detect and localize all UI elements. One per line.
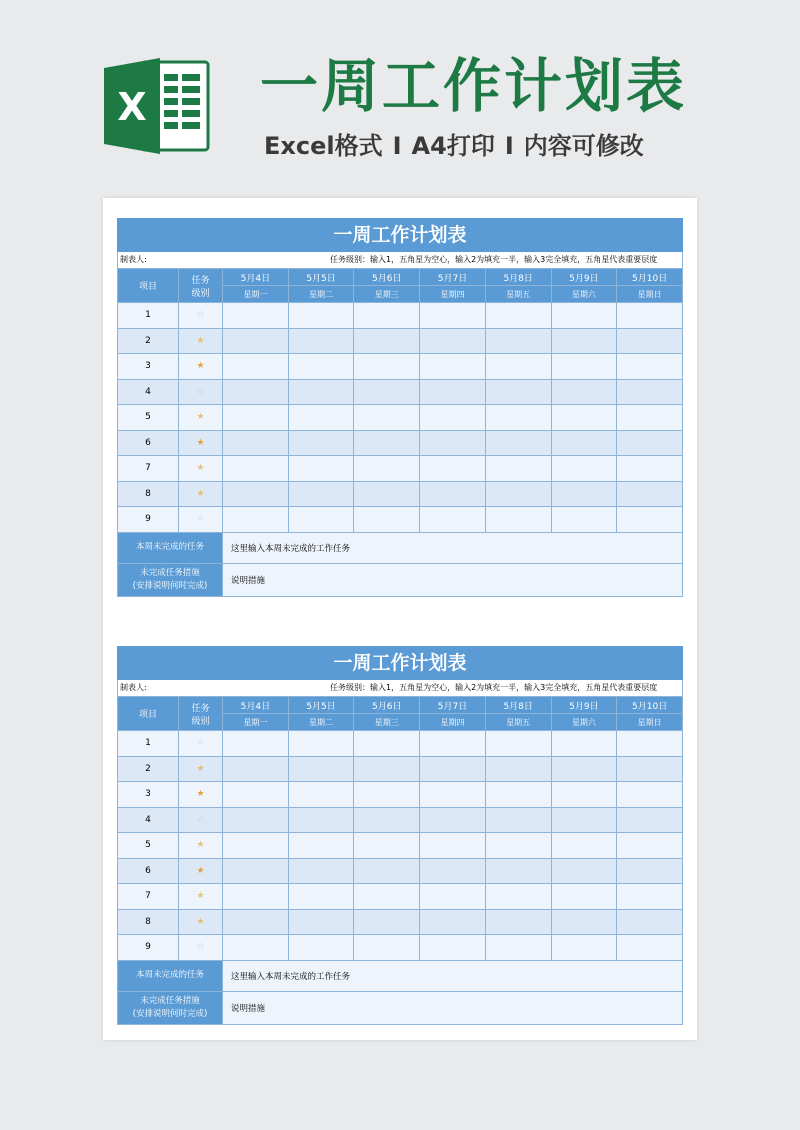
task-cell[interactable]	[223, 782, 289, 808]
level-star-icon[interactable]	[179, 884, 223, 910]
level-star-icon[interactable]	[179, 481, 223, 507]
task-cell[interactable]	[354, 935, 420, 961]
task-cell[interactable]	[288, 909, 354, 935]
task-cell[interactable]	[617, 782, 683, 808]
weekday-header: 星期二	[288, 286, 354, 303]
task-cell[interactable]	[288, 756, 354, 782]
task-cell[interactable]	[420, 430, 486, 456]
row-number: 1	[118, 731, 179, 757]
star-icon: ★	[196, 437, 205, 448]
task-cell[interactable]	[223, 430, 289, 456]
weekday-header: 星期三	[354, 286, 420, 303]
task-cell[interactable]	[420, 807, 486, 833]
task-cell[interactable]	[354, 430, 420, 456]
subtitle-separator: I	[504, 132, 514, 160]
task-cell[interactable]	[288, 782, 354, 808]
task-cell[interactable]	[223, 909, 289, 935]
task-cell[interactable]	[420, 303, 486, 329]
task-cell[interactable]	[551, 405, 617, 431]
task-cell[interactable]	[485, 328, 551, 354]
row-number: 2	[118, 756, 179, 782]
plan-sheet	[117, 646, 683, 1025]
task-cell[interactable]	[223, 858, 289, 884]
task-cell[interactable]	[223, 884, 289, 910]
table-row	[118, 507, 683, 533]
task-cell[interactable]	[485, 807, 551, 833]
level-star-icon[interactable]	[179, 731, 223, 757]
row-number: 6	[118, 858, 179, 884]
row-number: 4	[118, 379, 179, 405]
task-cell[interactable]	[354, 328, 420, 354]
unfinished-label: 本周未完成的任务	[118, 532, 223, 563]
task-cell[interactable]	[617, 354, 683, 380]
star-icon: ★	[196, 916, 205, 927]
star-icon: ★	[196, 488, 205, 499]
table-row	[118, 405, 683, 431]
table-row	[118, 782, 683, 808]
task-cell[interactable]	[617, 807, 683, 833]
table-row	[118, 456, 683, 482]
task-cell[interactable]	[420, 833, 486, 859]
task-cell[interactable]	[354, 858, 420, 884]
task-cell[interactable]	[223, 328, 289, 354]
task-cell[interactable]	[354, 807, 420, 833]
weekday-header: 星期六	[551, 714, 617, 731]
task-cell[interactable]	[485, 405, 551, 431]
star-icon: ☆	[196, 814, 205, 825]
task-cell[interactable]	[288, 481, 354, 507]
task-cell[interactable]	[551, 756, 617, 782]
level-note: 任务级别：输入1，五角星为空心，输入2为填充一半，输入3完全填充，五角星代表重要层度	[330, 683, 658, 692]
table-row	[118, 354, 683, 380]
task-cell[interactable]	[288, 507, 354, 533]
task-cell[interactable]	[420, 354, 486, 380]
task-cell[interactable]	[485, 858, 551, 884]
task-cell[interactable]	[288, 405, 354, 431]
task-cell[interactable]	[223, 507, 289, 533]
task-cell[interactable]	[420, 935, 486, 961]
date-header: 5月6日	[354, 269, 420, 286]
level-star-icon[interactable]	[179, 833, 223, 859]
table-row	[118, 379, 683, 405]
header-item: 项目	[118, 269, 179, 303]
task-cell[interactable]	[617, 935, 683, 961]
task-cell[interactable]	[617, 833, 683, 859]
measures-label: 未完成任务措施 (安排说明何时完成)	[118, 563, 223, 596]
task-cell[interactable]	[223, 456, 289, 482]
page-subtitle	[264, 126, 644, 161]
task-cell[interactable]	[354, 507, 420, 533]
task-cell[interactable]	[617, 379, 683, 405]
task-cell[interactable]	[551, 731, 617, 757]
subtitle-editable: 内容可修改	[523, 132, 644, 160]
row-number: 3	[118, 354, 179, 380]
unfinished-label: 本周未完成的任务	[118, 960, 223, 991]
task-cell[interactable]	[551, 884, 617, 910]
level-star-icon[interactable]	[179, 379, 223, 405]
row-number: 7	[118, 884, 179, 910]
level-star-icon[interactable]	[179, 405, 223, 431]
task-cell[interactable]	[551, 507, 617, 533]
task-cell[interactable]	[485, 833, 551, 859]
date-header: 5月7日	[420, 697, 486, 714]
row-number: 5	[118, 833, 179, 859]
task-cell[interactable]	[485, 731, 551, 757]
task-cell[interactable]	[485, 481, 551, 507]
star-icon: ★	[196, 463, 205, 474]
task-cell[interactable]	[288, 430, 354, 456]
measures-field[interactable]: 说明措施	[223, 991, 683, 1024]
task-cell[interactable]	[288, 833, 354, 859]
task-cell[interactable]	[551, 354, 617, 380]
star-icon: ☆	[196, 310, 205, 321]
row-number: 2	[118, 328, 179, 354]
task-cell[interactable]	[485, 354, 551, 380]
star-icon: ★	[196, 361, 205, 372]
task-cell[interactable]	[223, 303, 289, 329]
task-cell[interactable]	[617, 731, 683, 757]
weekday-header: 星期四	[420, 286, 486, 303]
star-icon: ☆	[196, 738, 205, 749]
task-cell[interactable]	[223, 379, 289, 405]
star-icon: ☆	[196, 514, 205, 525]
task-cell[interactable]	[485, 456, 551, 482]
task-cell[interactable]	[551, 430, 617, 456]
task-cell[interactable]	[420, 756, 486, 782]
task-cell[interactable]	[551, 456, 617, 482]
task-cell[interactable]	[354, 909, 420, 935]
table-row	[118, 430, 683, 456]
date-header: 5月5日	[288, 269, 354, 286]
task-cell[interactable]	[551, 379, 617, 405]
level-star-icon[interactable]	[179, 756, 223, 782]
task-cell[interactable]	[617, 507, 683, 533]
level-note: 任务级别：输入1，五角星为空心，输入2为填充一半，输入3完全填充，五角星代表重要层度	[330, 255, 658, 264]
star-icon: ★	[196, 865, 205, 876]
level-star-icon[interactable]	[179, 430, 223, 456]
task-cell[interactable]	[420, 909, 486, 935]
task-cell[interactable]	[420, 328, 486, 354]
level-star-icon[interactable]	[179, 782, 223, 808]
task-cell[interactable]	[551, 328, 617, 354]
table-row	[118, 303, 683, 329]
star-icon: ☆	[196, 942, 205, 953]
date-header: 5月9日	[551, 697, 617, 714]
weekday-header: 星期三	[354, 714, 420, 731]
weekday-header: 星期一	[223, 286, 289, 303]
level-star-icon[interactable]	[179, 909, 223, 935]
task-cell[interactable]	[485, 884, 551, 910]
level-star-icon[interactable]	[179, 507, 223, 533]
unfinished-field[interactable]: 这里输入本周未完成的工作任务	[223, 960, 683, 991]
sheet-title: 一周工作计划表	[117, 218, 683, 252]
task-cell[interactable]	[288, 303, 354, 329]
task-cell[interactable]	[288, 379, 354, 405]
task-cell[interactable]	[420, 782, 486, 808]
task-cell[interactable]	[485, 756, 551, 782]
subtitle-format: Excel格式	[264, 132, 383, 160]
task-cell[interactable]	[485, 430, 551, 456]
table-row	[118, 328, 683, 354]
level-star-icon[interactable]	[179, 456, 223, 482]
level-star-icon[interactable]	[179, 303, 223, 329]
task-cell[interactable]	[420, 379, 486, 405]
document-page	[103, 198, 697, 1040]
task-cell[interactable]	[288, 328, 354, 354]
task-cell[interactable]	[288, 807, 354, 833]
task-cell[interactable]	[485, 909, 551, 935]
measures-label: 未完成任务措施 (安排说明何时完成)	[118, 991, 223, 1024]
table-row	[118, 909, 683, 935]
svg-text:X: X	[117, 85, 147, 129]
task-cell[interactable]	[617, 884, 683, 910]
task-cell[interactable]	[617, 405, 683, 431]
star-icon: ★	[196, 763, 205, 774]
weekday-header: 星期四	[420, 714, 486, 731]
task-cell[interactable]	[288, 884, 354, 910]
task-cell[interactable]	[551, 909, 617, 935]
star-icon: ★	[196, 335, 205, 346]
star-icon: ☆	[196, 386, 205, 397]
measures-field[interactable]: 说明措施	[223, 563, 683, 596]
task-cell[interactable]	[420, 507, 486, 533]
date-header: 5月10日	[617, 269, 683, 286]
task-cell[interactable]	[420, 731, 486, 757]
task-cell[interactable]	[354, 782, 420, 808]
page-header	[0, 0, 800, 195]
date-header: 5月4日	[223, 697, 289, 714]
unfinished-field[interactable]: 这里输入本周未完成的工作任务	[223, 532, 683, 563]
table-row	[118, 833, 683, 859]
task-cell[interactable]	[551, 833, 617, 859]
task-cell[interactable]	[420, 858, 486, 884]
task-cell[interactable]	[223, 833, 289, 859]
task-cell[interactable]	[485, 303, 551, 329]
task-cell[interactable]	[223, 405, 289, 431]
weekday-header: 星期日	[617, 714, 683, 731]
plan-table	[117, 268, 683, 597]
task-cell[interactable]	[617, 909, 683, 935]
level-star-icon[interactable]	[179, 354, 223, 380]
weekday-header: 星期日	[617, 286, 683, 303]
task-cell[interactable]	[617, 303, 683, 329]
task-cell[interactable]	[551, 481, 617, 507]
task-cell[interactable]	[223, 935, 289, 961]
weekday-header: 星期五	[485, 286, 551, 303]
task-cell[interactable]	[354, 884, 420, 910]
date-header: 5月8日	[485, 697, 551, 714]
task-cell[interactable]	[420, 405, 486, 431]
star-icon: ★	[196, 840, 205, 851]
date-header: 5月9日	[551, 269, 617, 286]
page-title: 一周工作计划表	[260, 52, 688, 120]
task-cell[interactable]	[617, 328, 683, 354]
task-cell[interactable]	[288, 456, 354, 482]
weekday-header: 星期二	[288, 714, 354, 731]
task-cell[interactable]	[354, 379, 420, 405]
header-level: 任务 级别	[179, 697, 223, 731]
task-cell[interactable]	[420, 481, 486, 507]
task-cell[interactable]	[223, 354, 289, 380]
table-row	[118, 756, 683, 782]
row-number: 8	[118, 909, 179, 935]
level-star-icon[interactable]	[179, 935, 223, 961]
maker-label: 制表人:	[120, 683, 147, 692]
task-cell[interactable]	[485, 379, 551, 405]
task-cell[interactable]	[551, 858, 617, 884]
date-header: 5月8日	[485, 269, 551, 286]
task-cell[interactable]	[617, 456, 683, 482]
row-number: 6	[118, 430, 179, 456]
header-level: 任务 级别	[179, 269, 223, 303]
task-cell[interactable]	[485, 782, 551, 808]
row-number: 5	[118, 405, 179, 431]
row-number: 7	[118, 456, 179, 482]
sheet-title: 一周工作计划表	[117, 646, 683, 680]
date-header: 5月6日	[354, 697, 420, 714]
task-cell[interactable]	[617, 756, 683, 782]
task-cell[interactable]	[223, 481, 289, 507]
weekday-header: 星期六	[551, 286, 617, 303]
task-cell[interactable]	[288, 935, 354, 961]
task-cell[interactable]	[420, 884, 486, 910]
plan-table	[117, 696, 683, 1025]
row-number: 9	[118, 507, 179, 533]
star-icon: ★	[196, 891, 205, 902]
task-cell[interactable]	[223, 731, 289, 757]
weekday-header: 星期一	[223, 714, 289, 731]
star-icon: ★	[196, 789, 205, 800]
header-item: 项目	[118, 697, 179, 731]
task-cell[interactable]	[617, 481, 683, 507]
level-star-icon[interactable]	[179, 328, 223, 354]
level-star-icon[interactable]	[179, 807, 223, 833]
level-star-icon[interactable]	[179, 858, 223, 884]
task-cell[interactable]	[223, 807, 289, 833]
task-cell[interactable]	[551, 782, 617, 808]
date-header: 5月7日	[420, 269, 486, 286]
task-cell[interactable]	[354, 833, 420, 859]
task-cell[interactable]	[288, 354, 354, 380]
task-cell[interactable]	[617, 858, 683, 884]
task-cell[interactable]	[354, 456, 420, 482]
row-number: 1	[118, 303, 179, 329]
meta-row	[117, 252, 683, 268]
date-header: 5月4日	[223, 269, 289, 286]
task-cell[interactable]	[551, 935, 617, 961]
date-header: 5月5日	[288, 697, 354, 714]
star-icon: ★	[196, 412, 205, 423]
task-cell[interactable]	[354, 405, 420, 431]
task-cell[interactable]	[354, 481, 420, 507]
table-row	[118, 731, 683, 757]
table-row	[118, 884, 683, 910]
task-cell[interactable]	[551, 807, 617, 833]
task-cell[interactable]	[420, 456, 486, 482]
row-number: 3	[118, 782, 179, 808]
task-cell[interactable]	[288, 858, 354, 884]
task-cell[interactable]	[288, 731, 354, 757]
task-cell[interactable]	[354, 354, 420, 380]
task-cell[interactable]	[354, 756, 420, 782]
subtitle-separator: I	[392, 132, 402, 160]
task-cell[interactable]	[551, 303, 617, 329]
task-cell[interactable]	[354, 731, 420, 757]
task-cell[interactable]	[354, 303, 420, 329]
maker-label: 制表人:	[120, 255, 147, 264]
task-cell[interactable]	[485, 935, 551, 961]
plan-sheet	[117, 218, 683, 597]
row-number: 9	[118, 935, 179, 961]
row-number: 4	[118, 807, 179, 833]
weekday-header: 星期五	[485, 714, 551, 731]
excel-logo-icon	[104, 56, 214, 156]
task-cell[interactable]	[617, 430, 683, 456]
table-row	[118, 858, 683, 884]
date-header: 5月10日	[617, 697, 683, 714]
task-cell[interactable]	[223, 756, 289, 782]
subtitle-print: A4打印	[411, 132, 495, 160]
table-row	[118, 807, 683, 833]
table-row	[118, 481, 683, 507]
meta-row	[117, 680, 683, 696]
task-cell[interactable]	[485, 507, 551, 533]
row-number: 8	[118, 481, 179, 507]
table-row	[118, 935, 683, 961]
